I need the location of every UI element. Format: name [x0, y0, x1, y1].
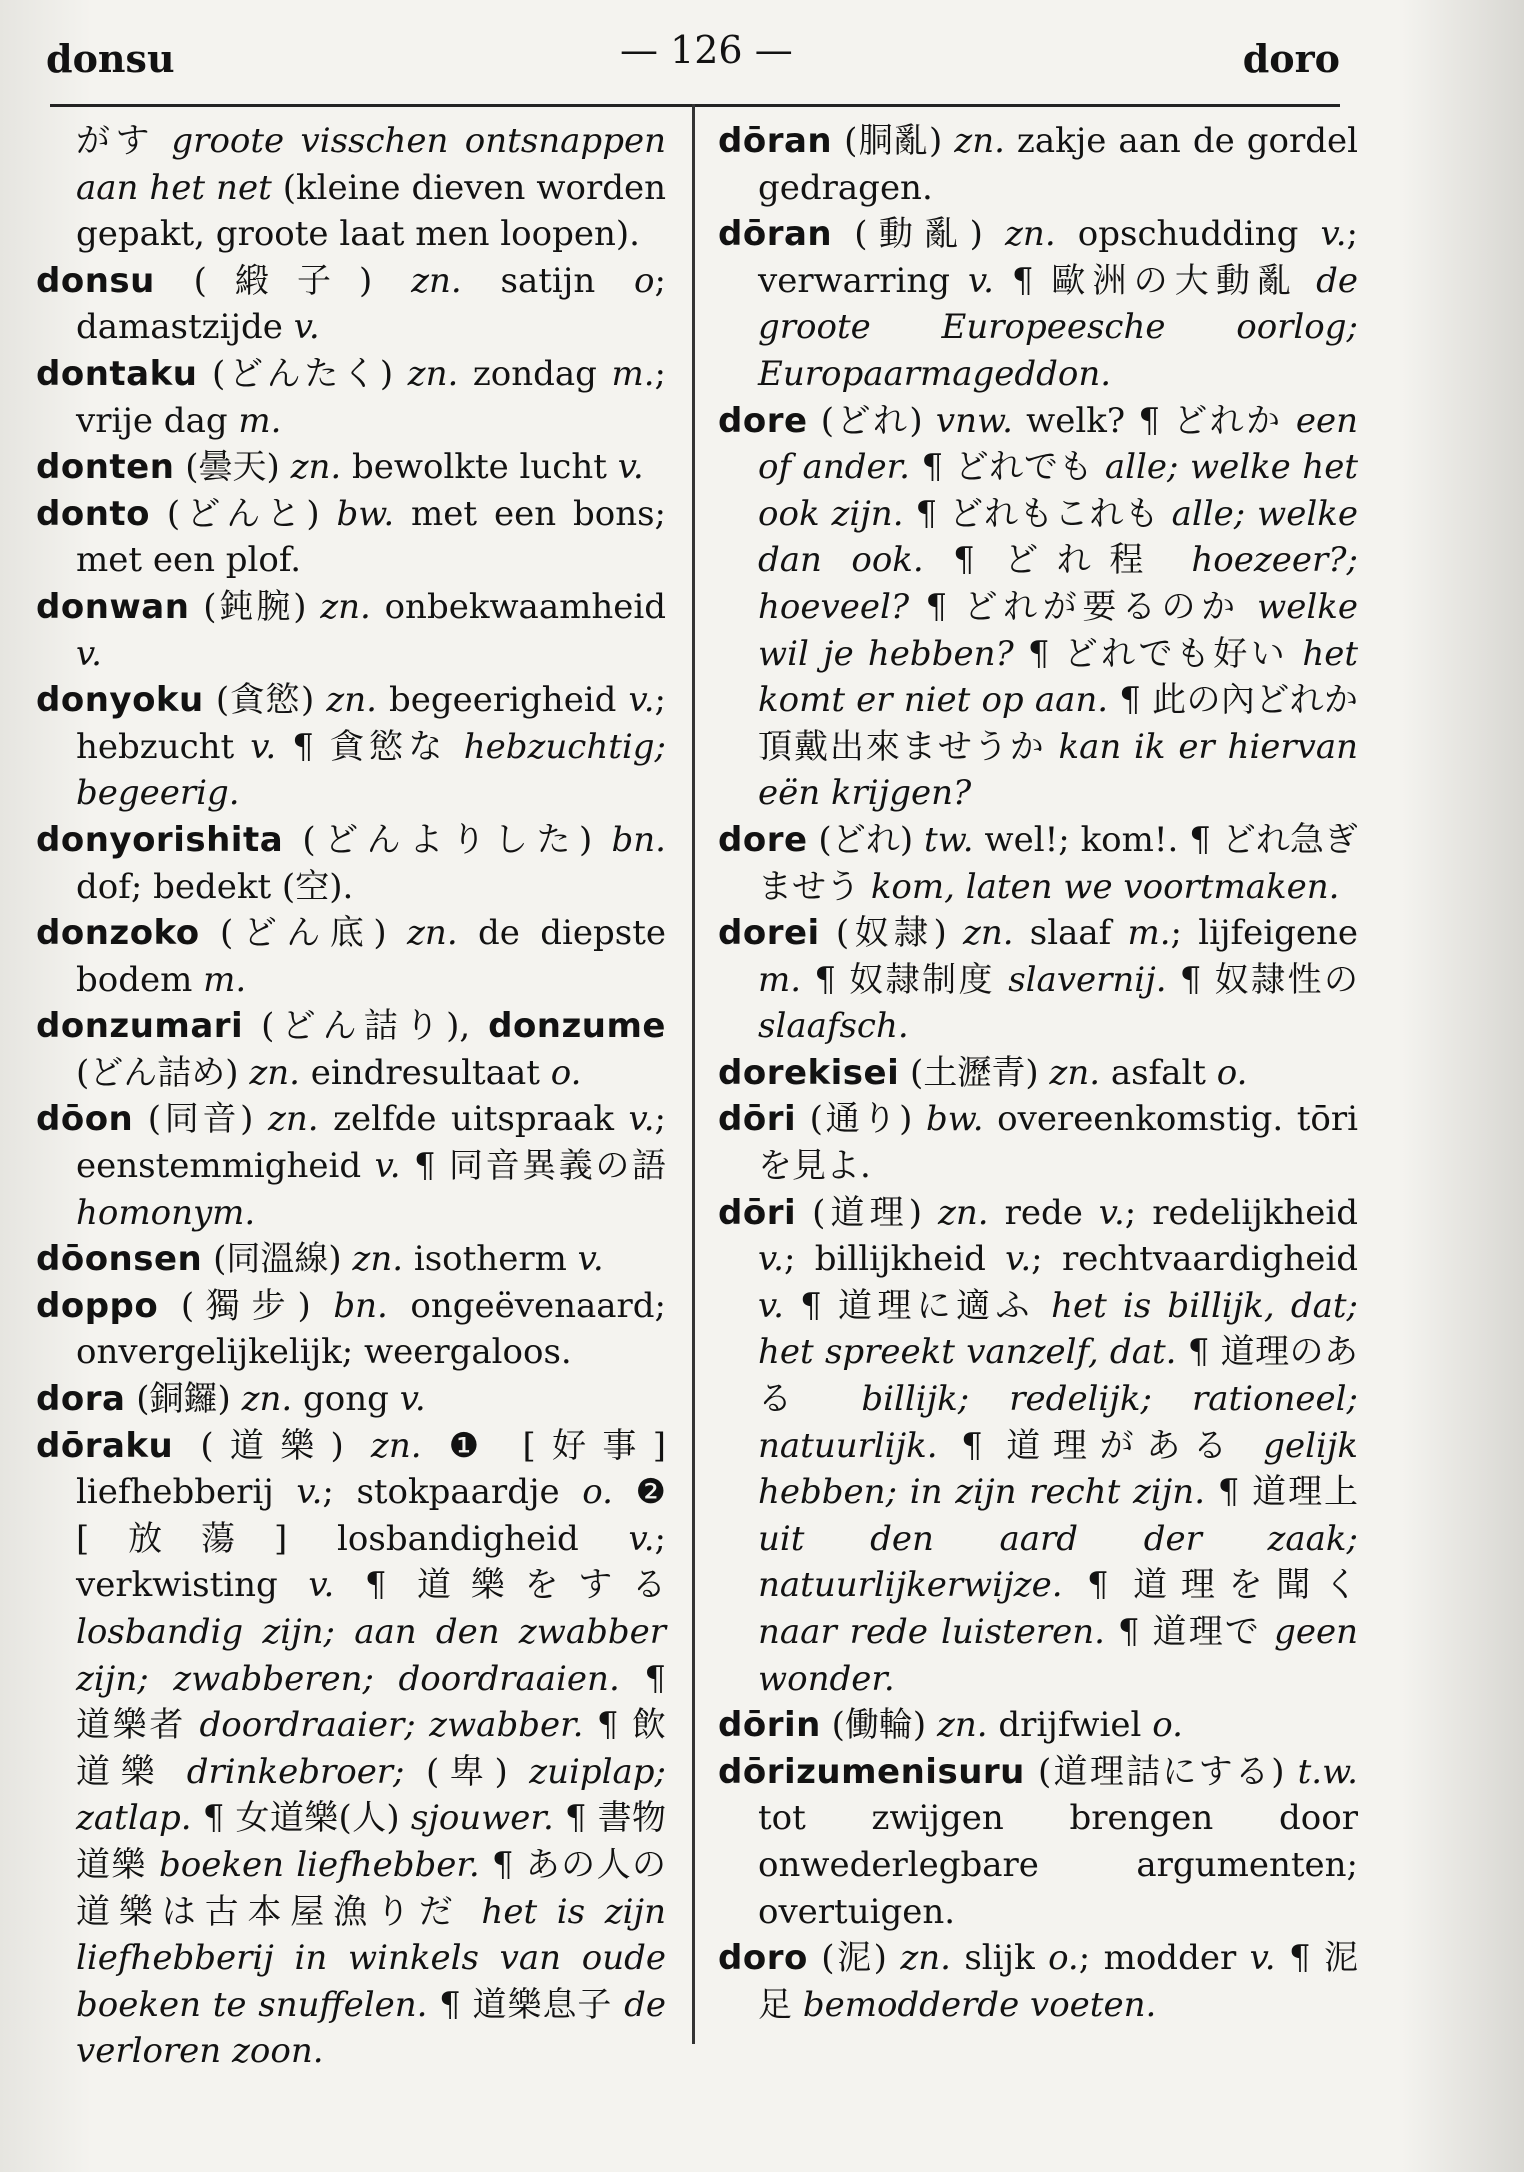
- italic-text: bn.: [333, 1285, 388, 1326]
- italic-text: v.: [758, 1285, 784, 1326]
- italic-text: zn.: [352, 1239, 404, 1280]
- italic-text: v.: [250, 726, 277, 767]
- italic-text: naar rede luisteren.: [758, 1612, 1105, 1652]
- entry-text: ¶ どれが要るのか: [909, 586, 1258, 627]
- entry-text: ¶ 奴隷性の: [1166, 959, 1358, 1000]
- italic-text: zn.: [411, 260, 462, 301]
- dictionary-entry: [36, 1003, 666, 1096]
- entry-text: slijk: [950, 1938, 1049, 1979]
- headword: donto: [36, 493, 151, 534]
- italic-text: v.: [628, 1099, 655, 1140]
- entry-text: ¶ どれでも: [909, 447, 1105, 488]
- entry-text: eindresultaat: [299, 1052, 551, 1093]
- headword: dōran: [718, 214, 833, 255]
- entry-text: asfalt: [1100, 1052, 1217, 1093]
- italic-text: kom, laten we voortmaken.: [870, 866, 1340, 907]
- page-number: — 126 —: [620, 28, 793, 72]
- italic-text: v.: [628, 1518, 655, 1559]
- right-column: [718, 118, 1358, 2028]
- dictionary-entry: [36, 1376, 666, 1423]
- dictionary-entry: [718, 910, 1358, 1050]
- italic-text: zn.: [249, 1052, 300, 1093]
- entry-text: ; damastzijde: [76, 260, 666, 348]
- entry-text: satijn: [461, 260, 635, 301]
- italic-text: de verloren zoon.: [76, 1984, 666, 2072]
- italic-text: slaafsch.: [758, 1006, 909, 1047]
- headword: dōri: [718, 1192, 797, 1233]
- headword: dōri: [718, 1099, 797, 1140]
- italic-text: m.: [758, 959, 802, 1000]
- headword: dore: [718, 819, 808, 860]
- italic-text: o.: [1152, 1705, 1183, 1746]
- entry-text: ¶ 道理がある: [937, 1425, 1264, 1466]
- italic-text: m.: [203, 959, 247, 1000]
- left-guide-word: donsu: [46, 36, 175, 81]
- dictionary-entry: [36, 584, 666, 677]
- dictionary-entry: [36, 491, 666, 584]
- dictionary-entry: [36, 1236, 666, 1283]
- entry-text: rede: [988, 1192, 1099, 1233]
- headword: donyorishita: [36, 819, 284, 860]
- italic-text: v.: [76, 633, 102, 674]
- entry-continuation: [36, 118, 666, 258]
- italic-text: zn.: [267, 1099, 319, 1140]
- italic-text: zn.: [370, 1425, 422, 1466]
- italic-text: v.: [293, 307, 320, 348]
- italic-text: een of ander.: [758, 400, 1358, 488]
- headword: dorei: [718, 913, 820, 954]
- entry-text: ¶ 同音異義の語: [400, 1146, 666, 1187]
- entry-text: ¶ 女道樂(人): [191, 1798, 411, 1839]
- entry-text: dof; bedekt (空).: [76, 866, 354, 907]
- entry-text: gong: [292, 1379, 400, 1420]
- entry-text: ; billijkheid: [783, 1239, 1006, 1280]
- italic-text: billijk; redelijk; rationeel; natuurlijk.: [758, 1379, 1358, 1466]
- headword: donzume: [488, 1006, 666, 1047]
- dictionary-entry: [718, 398, 1358, 817]
- italic-text: bw.: [925, 1099, 984, 1140]
- dictionary-entry: [718, 817, 1358, 910]
- italic-text: slavernij.: [1008, 959, 1167, 1000]
- header-rule: [50, 104, 1340, 107]
- entry-text: ¶ 道理上: [1205, 1472, 1359, 1513]
- entry-text: ; verwarring: [758, 214, 1358, 301]
- italic-text: het is zijn liefhebberij in winkels van oude boeken te snuffelen.: [76, 1891, 666, 2025]
- entry-text: zakje aan de gordel gedragen.: [758, 121, 1358, 208]
- entry-text: zondag: [458, 353, 612, 394]
- italic-text: hebzuchtig; begeerig.: [76, 726, 666, 814]
- entry-text: drijfwiel: [987, 1705, 1153, 1746]
- entry-text: (どんたく): [197, 353, 408, 394]
- entry-text: zelfde uitspraak: [318, 1099, 629, 1140]
- italic-text: sjouwer.: [410, 1798, 554, 1839]
- entry-text: (同溫線): [202, 1239, 353, 1280]
- entry-text: ¶ どれもこれも: [903, 493, 1172, 534]
- italic-text: de groote Europeesche oorlog; Europaarmageddon.: [758, 260, 1358, 394]
- entry-text: (鈍腕): [189, 586, 321, 627]
- entry-text: (獨步): [158, 1285, 334, 1326]
- dictionary-entry: [36, 910, 666, 1003]
- italic-text: kan ik er hiervan eën krijgen?: [758, 726, 1358, 814]
- italic-text: v.: [308, 1565, 335, 1606]
- entry-text: (どん詰り),: [243, 1006, 489, 1047]
- entry-text: (動亂): [832, 214, 1006, 255]
- entry-text: ¶ 飲道樂: [76, 1705, 666, 1792]
- entry-text: ¶ 貪慾な: [276, 726, 464, 767]
- entry-text: overeenkomstig. tōri を見よ.: [758, 1099, 1358, 1187]
- italic-text: zn.: [241, 1379, 293, 1420]
- italic-text: welke wil je hebben?: [758, 586, 1358, 674]
- entry-text: ❶ [好事] liefhebberij: [76, 1425, 666, 1513]
- headword: donyoku: [36, 680, 204, 721]
- italic-text: geen wonder.: [758, 1612, 1358, 1699]
- entry-text: (kleine dieven worden gepakt, groote laat men loopen).: [76, 167, 667, 255]
- italic-text: het komt er niet op aan.: [758, 633, 1358, 721]
- italic-text: alle; welke dan ook.: [758, 493, 1358, 581]
- italic-text: zn.: [326, 680, 377, 721]
- italic-text: het is billijk, dat; het spreekt vanzelf, dat.: [758, 1285, 1358, 1373]
- entry-text: met een bons; met een plof.: [76, 493, 666, 581]
- entry-text: ¶ どれでも好い: [1013, 633, 1303, 674]
- entry-text: de diepste bodem: [76, 913, 666, 1000]
- italic-text: drinkebroer;: [186, 1751, 405, 1792]
- italic-text: zn.: [954, 121, 1005, 161]
- entry-text: (どんよりした): [283, 819, 612, 860]
- entry-text: (どん底): [199, 913, 408, 954]
- italic-text: groote visschen ontsnappen aan het net: [76, 121, 666, 208]
- entry-text: (どんと): [150, 493, 337, 534]
- headword: dōraku: [36, 1425, 174, 1466]
- entry-text: ; modder: [1078, 1938, 1250, 1979]
- entry-text: wel!; kom!. ¶ どれ急ぎませう: [758, 819, 1358, 907]
- italic-text: alle; welke het ook zijn.: [758, 447, 1358, 534]
- entry-text: (曇天): [174, 447, 291, 488]
- dictionary-entry: [718, 1190, 1358, 1703]
- entry-text: (どれ): [807, 819, 925, 860]
- italic-text: bemodderde voeten.: [802, 1984, 1157, 2025]
- entry-text: ¶ 道理に適ふ: [783, 1285, 1052, 1326]
- italic-text: o: [634, 260, 655, 301]
- dictionary-entry: [718, 1702, 1358, 1749]
- entry-text: (奴隷): [819, 913, 963, 954]
- italic-text: zn.: [1005, 214, 1056, 255]
- entry-text: isotherm: [403, 1239, 578, 1280]
- italic-text: zn.: [936, 1705, 988, 1746]
- entry-text: (緞子): [154, 260, 412, 301]
- entry-text: ❷ [放蕩] losbandigheid: [76, 1472, 666, 1559]
- italic-text: bw.: [336, 493, 395, 534]
- italic-text: zn.: [407, 353, 459, 394]
- entry-text: (通り): [796, 1099, 926, 1140]
- dictionary-entry: [718, 1096, 1358, 1189]
- entry-text: ¶ 道理で: [1104, 1612, 1275, 1652]
- italic-text: zn.: [962, 913, 1014, 954]
- entry-text: (土瀝青): [899, 1052, 1050, 1093]
- entry-text: ; redelijkheid: [1124, 1192, 1358, 1233]
- entry-text: (同音): [133, 1099, 268, 1140]
- headword: donzoko: [36, 913, 200, 954]
- entry-text: ¶ 道樂息子: [427, 1984, 625, 2025]
- italic-text: homonym.: [76, 1192, 256, 1233]
- column-divider: [692, 104, 695, 2044]
- italic-text: gelijk hebben; in zijn recht zijn.: [758, 1425, 1358, 1513]
- entry-text: ¶ 書物道樂: [76, 1798, 666, 1885]
- entry-text: ¶ 道樂をする: [334, 1565, 666, 1606]
- italic-text: v.: [577, 1239, 604, 1280]
- italic-text: v.: [374, 1146, 401, 1187]
- italic-text: v.: [617, 447, 644, 488]
- italic-text: o.: [582, 1472, 613, 1513]
- entry-text: onbekwaamheid: [370, 586, 666, 627]
- entry-text: ¶ 歐洲の大動亂: [993, 260, 1317, 301]
- italic-text: o.: [1048, 1938, 1079, 1979]
- dictionary-entry: [718, 211, 1358, 397]
- italic-text: uit den aard der zaak; natuurlijkerwijze.: [758, 1518, 1358, 1606]
- italic-text: bn.: [611, 819, 666, 860]
- headword: dōrin: [718, 1705, 821, 1746]
- entry-text: begeerigheid: [376, 680, 629, 721]
- entry-text: opschudding: [1055, 214, 1321, 255]
- entry-text: ¶ 道樂者: [76, 1658, 666, 1746]
- italic-text: v.: [296, 1472, 323, 1513]
- entry-text: (胴亂): [832, 121, 955, 161]
- headword: donwan: [36, 586, 190, 627]
- entry-text: (道理): [796, 1192, 938, 1233]
- headword: dorekisei: [718, 1052, 900, 1093]
- entry-text: ; verkwisting: [76, 1518, 666, 1606]
- entry-text: (道樂): [173, 1425, 371, 1466]
- italic-text: zn.: [407, 913, 458, 954]
- dictionary-entry: [36, 817, 666, 910]
- italic-text: v.: [967, 260, 994, 301]
- italic-text: t.w.: [1297, 1751, 1358, 1792]
- italic-text: zn.: [938, 1192, 989, 1233]
- italic-text: zn.: [320, 586, 371, 627]
- entry-text: ¶ 泥足: [758, 1938, 1359, 2025]
- headword: dore: [718, 400, 808, 441]
- italic-text: vnw.: [935, 400, 1013, 441]
- italic-text: m.: [1127, 913, 1171, 954]
- italic-text: m.: [238, 400, 282, 441]
- dictionary-entry: [718, 118, 1358, 211]
- italic-text: m.: [611, 353, 655, 394]
- entry-text: tot zwijgen brengen door onwederlegbare argumenten; overtuigen.: [758, 1798, 1358, 1932]
- entry-text: (貪慾): [203, 680, 327, 721]
- entry-text: ; vrije dag: [76, 353, 666, 441]
- entry-text: ; rechtvaardigheid: [1031, 1239, 1358, 1280]
- italic-text: boeken liefhebber.: [159, 1844, 480, 1885]
- entry-text: ; eenstemmigheid: [76, 1099, 666, 1187]
- dictionary-entry: [36, 1096, 666, 1236]
- entry-text: ¶ 此の內どれか頂戴出來ませうか: [758, 680, 1358, 767]
- italic-text: zn.: [900, 1938, 951, 1979]
- italic-text: doordraaier; zwabber.: [199, 1705, 584, 1746]
- entry-text: ¶ 道理のある: [758, 1332, 1358, 1420]
- italic-text: v.: [1320, 214, 1347, 255]
- right-guide-word: doro: [1242, 36, 1340, 81]
- italic-text: zn.: [1049, 1052, 1101, 1093]
- entry-text: slaaf: [1013, 913, 1128, 954]
- page-header: [40, 28, 1340, 88]
- italic-text: v.: [399, 1379, 426, 1420]
- italic-text: v.: [1249, 1938, 1276, 1979]
- italic-text: o.: [1216, 1052, 1248, 1093]
- entry-text: ¶ どれ程: [923, 540, 1192, 581]
- entry-text: (どん詰め): [76, 1052, 250, 1093]
- italic-text: zuiplap; zatlap.: [76, 1751, 666, 1839]
- headword: dōran: [718, 121, 833, 161]
- headword: dōon: [36, 1099, 134, 1140]
- headword: doppo: [36, 1285, 159, 1326]
- dictionary-entry: [36, 444, 666, 491]
- italic-text: v.: [758, 1239, 784, 1280]
- italic-text: o.: [550, 1052, 582, 1093]
- entry-text: bewolkte lucht: [341, 447, 618, 488]
- headword: donsu: [36, 260, 155, 301]
- dictionary-entry: [718, 1749, 1358, 1935]
- entry-text: ; hebzucht: [76, 680, 666, 767]
- italic-text: losbandig zijn; aan den zwabber zijn; zwabberen; doordraaien.: [76, 1612, 666, 1699]
- headword: donten: [36, 447, 175, 488]
- dictionary-entry: [36, 1423, 666, 2075]
- italic-text: hoezeer?; hoeveel?: [758, 540, 1358, 627]
- dictionary-entry: [718, 1050, 1358, 1097]
- left-column: [36, 118, 666, 2075]
- headword: dōonsen: [36, 1239, 203, 1280]
- entry-text: ; lijfeigene: [1170, 913, 1358, 954]
- dictionary-entry: [36, 677, 666, 817]
- dictionary-entry: [718, 1935, 1358, 2028]
- headword: donzumari: [36, 1006, 244, 1047]
- headword: dora: [36, 1379, 126, 1420]
- entry-text: がす: [76, 121, 172, 161]
- entry-text: ; stokpaardje: [322, 1472, 583, 1513]
- italic-text: v.: [1005, 1239, 1032, 1280]
- entry-text: welk? ¶ どれか: [1012, 400, 1296, 441]
- dictionary-entry: [36, 351, 666, 444]
- italic-text: v.: [1098, 1192, 1125, 1233]
- entry-text: (働輪): [820, 1705, 937, 1746]
- entry-text: (銅鑼): [125, 1379, 242, 1420]
- entry-text: (卑): [404, 1751, 530, 1792]
- entry-text: (泥): [807, 1938, 901, 1979]
- headword: dōrizumenisuru: [718, 1751, 1025, 1792]
- entry-text: (道理詰にする): [1024, 1751, 1298, 1792]
- headword: doro: [718, 1938, 808, 1979]
- headword: dontaku: [36, 353, 198, 394]
- entry-text: ¶ 奴隷制度: [801, 959, 1009, 1000]
- dictionary-entry: [36, 1283, 666, 1376]
- entry-text: ¶ 道理を聞く: [1062, 1565, 1358, 1606]
- italic-text: tw.: [924, 819, 974, 860]
- dictionary-entry: [36, 258, 666, 351]
- italic-text: zn.: [290, 447, 342, 488]
- entry-text: ongeëvenaard; onvergelijkelijk; weergaloos.: [76, 1285, 667, 1373]
- entry-text: (どれ): [807, 400, 936, 441]
- italic-text: v.: [628, 680, 655, 721]
- entry-text: ¶ あの人の道樂は古本屋漁りだ: [76, 1844, 667, 1932]
